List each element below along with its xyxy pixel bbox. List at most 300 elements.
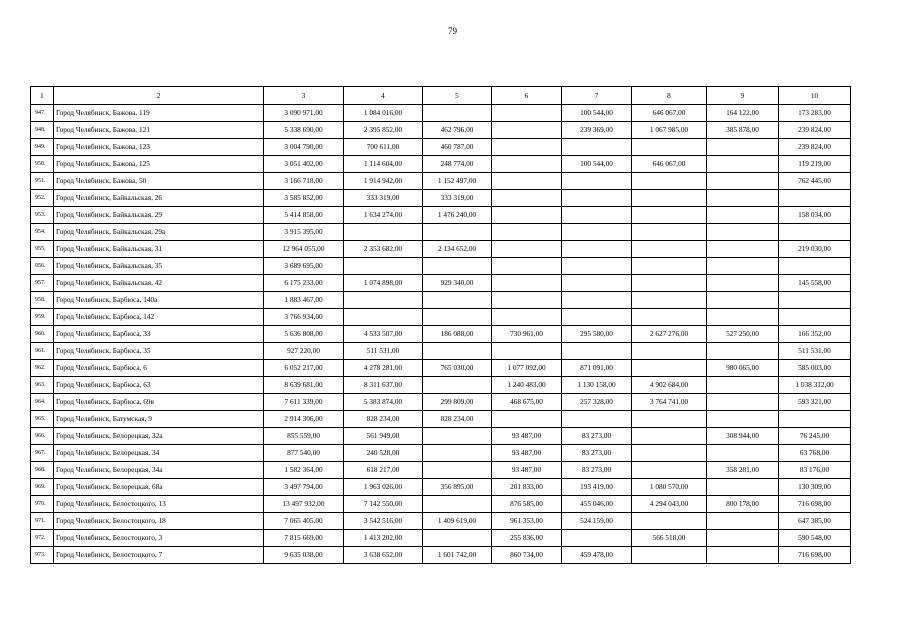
table-row [31,394,851,411]
amount-cell: 239 824,00 [779,139,851,156]
table-row [31,343,851,360]
table-row [31,207,851,224]
address-cell: Город Челябинск, Бажова, 119 [54,105,264,122]
amount-cell: 100 544,00 [562,156,632,173]
amount-cell: 6 052 217,00 [264,360,344,377]
amount-cell [632,173,707,190]
amount-cell: 646 067,00 [632,105,707,122]
table-row [31,496,851,513]
table-row [31,360,851,377]
row-number-cell: 954. [31,224,54,241]
amount-cell: 333 319,00 [344,190,423,207]
amount-cell: 255 836,00 [492,530,562,547]
amount-cell: 4 533 507,00 [344,326,423,343]
amount-cell [562,292,632,309]
amount-cell [492,139,562,156]
amount-cell: 1 601 742,00 [423,547,492,564]
amount-cell [632,343,707,360]
address-cell: Город Челябинск, Белостоцкого, 18 [54,513,264,530]
table-row [31,292,851,309]
amount-cell: 356 895,00 [423,479,492,496]
amount-cell: 7 815 669,00 [264,530,344,547]
amount-cell [492,275,562,292]
amount-cell: 83 273,00 [562,445,632,462]
address-cell: Город Челябинск, Барбюса, 63 [54,377,264,394]
amount-cell: 164 122,00 [707,105,779,122]
amount-cell: 1 114 604,00 [344,156,423,173]
amount-cell [632,258,707,275]
table-row [31,479,851,496]
amount-cell: 716 698,00 [779,496,851,513]
amount-cell [423,445,492,462]
amount-cell: 3 766 934,00 [264,309,344,326]
amount-cell: 63 768,00 [779,445,851,462]
amount-cell: 130 309,00 [779,479,851,496]
amount-cell [562,190,632,207]
amount-cell [423,462,492,479]
row-number-cell: 966. [31,428,54,445]
table-body [31,105,851,564]
amount-cell: 1 914 942,00 [344,173,423,190]
amount-cell [707,309,779,326]
amount-cell: 980 065,00 [707,360,779,377]
column-header: 2 [54,87,264,105]
amount-cell [707,513,779,530]
table-row [31,513,851,530]
amount-cell [344,292,423,309]
amount-cell [779,190,851,207]
address-cell: Город Челябинск, Байкальская, 31 [54,241,264,258]
amount-cell: 2 134 652,00 [423,241,492,258]
row-number-cell: 964. [31,394,54,411]
amount-cell [562,309,632,326]
amount-cell: 5 414 858,00 [264,207,344,224]
amount-cell: 511 531,00 [779,343,851,360]
amount-cell [707,343,779,360]
amount-cell [492,292,562,309]
amount-cell [707,258,779,275]
row-number-cell: 970. [31,496,54,513]
amount-cell: 76 245,00 [779,428,851,445]
amount-cell: 1 152 497,00 [423,173,492,190]
amount-cell: 590 548,00 [779,530,851,547]
row-number-cell: 958. [31,292,54,309]
amount-cell: 201 833,00 [492,479,562,496]
amount-cell [632,547,707,564]
row-number-cell: 971. [31,513,54,530]
amount-cell [492,190,562,207]
address-cell: Город Челябинск, Барбюса, 6 [54,360,264,377]
amount-cell [492,343,562,360]
amount-cell [707,547,779,564]
amount-cell: 358 281,00 [707,462,779,479]
amount-cell [707,241,779,258]
amount-cell: 5 636 808,00 [264,326,344,343]
table-row [31,411,851,428]
table-row [31,122,851,139]
amount-cell: 961 353,00 [492,513,562,530]
address-cell: Город Челябинск, Барбюса, 69в [54,394,264,411]
column-header: 8 [632,87,707,105]
amount-cell: 716 698,00 [779,547,851,564]
amount-cell: 1 130 158,00 [562,377,632,394]
amount-cell [707,377,779,394]
amount-cell [492,258,562,275]
amount-cell [492,224,562,241]
amount-cell: 3 689 695,00 [264,258,344,275]
amount-cell: 700 611,00 [344,139,423,156]
amount-cell: 6 175 233,00 [264,275,344,292]
amount-cell: 871 091,00 [562,360,632,377]
table-row [31,530,851,547]
address-cell: Город Челябинск, Барбюса, 35 [54,343,264,360]
amount-cell: 9 635 038,00 [264,547,344,564]
amount-cell: 3 090 971,00 [264,105,344,122]
amount-cell: 1 080 570,00 [632,479,707,496]
amount-cell [707,207,779,224]
address-cell: Город Челябинск, Белорецкая, 32а [54,428,264,445]
amount-cell: 193 419,00 [562,479,632,496]
amount-cell [632,513,707,530]
table-row [31,173,851,190]
amount-cell: 561 949,00 [344,428,423,445]
amount-cell [423,309,492,326]
amount-cell [707,394,779,411]
amount-cell: 527 250,00 [707,326,779,343]
amount-cell: 828 234,00 [423,411,492,428]
amount-cell: 762 445,00 [779,173,851,190]
amount-cell: 308 944,00 [707,428,779,445]
address-cell: Город Челябинск, Белорецкая, 34а [54,462,264,479]
row-number-cell: 949. [31,139,54,156]
amount-cell: 2 627 276,00 [632,326,707,343]
row-number-cell: 955. [31,241,54,258]
data-table [30,86,851,564]
amount-cell: 240 528,00 [344,445,423,462]
column-header: 3 [264,87,344,105]
amount-cell: 524 159,00 [562,513,632,530]
amount-cell: 385 878,00 [707,122,779,139]
table-row [31,139,851,156]
table-row [31,275,851,292]
amount-cell: 4 294 043,00 [632,496,707,513]
amount-cell [562,411,632,428]
amount-cell: 1 077 092,00 [492,360,562,377]
row-number-cell: 948. [31,122,54,139]
amount-cell: 93 487,00 [492,445,562,462]
amount-cell: 3 497 794,00 [264,479,344,496]
amount-cell [423,428,492,445]
amount-cell: 462 796,00 [423,122,492,139]
amount-cell [492,411,562,428]
column-header: 9 [707,87,779,105]
address-cell: Город Челябинск, Белостоцкого, 7 [54,547,264,564]
amount-cell [779,292,851,309]
address-cell: Город Челябинск, Байкальская, 29 [54,207,264,224]
amount-cell [707,139,779,156]
column-header: 4 [344,87,423,105]
amount-cell [492,309,562,326]
amount-cell: 2 395 852,00 [344,122,423,139]
amount-cell: 3 585 852,00 [264,190,344,207]
amount-cell [423,377,492,394]
amount-cell [707,530,779,547]
column-header: 5 [423,87,492,105]
amount-cell [707,445,779,462]
amount-cell [632,207,707,224]
amount-cell: 100 544,00 [562,105,632,122]
row-number-cell: 963. [31,377,54,394]
amount-cell: 566 518,00 [632,530,707,547]
row-number-cell: 969. [31,479,54,496]
address-cell: Город Челябинск, Белостоцкого, 13 [54,496,264,513]
row-number-cell: 972. [31,530,54,547]
amount-cell: 647 385,00 [779,513,851,530]
row-number-cell: 950. [31,156,54,173]
address-cell: Город Челябинск, Байкальская, 35 [54,258,264,275]
amount-cell: 929 340,00 [423,275,492,292]
amount-cell: 2 914 306,00 [264,411,344,428]
address-cell: Город Челябинск, Бажова, 125 [54,156,264,173]
table-row [31,224,851,241]
amount-cell: 1 409 619,00 [423,513,492,530]
amount-cell: 3 764 741,00 [632,394,707,411]
table-row [31,241,851,258]
amount-cell [707,292,779,309]
amount-cell: 1 476 240,00 [423,207,492,224]
amount-cell [562,173,632,190]
amount-cell: 239 369,00 [562,122,632,139]
amount-cell [707,173,779,190]
amount-cell [707,156,779,173]
amount-cell [779,411,851,428]
amount-cell [562,343,632,360]
table-row [31,445,851,462]
amount-cell: 4 278 281,00 [344,360,423,377]
amount-cell: 585 003,00 [779,360,851,377]
amount-cell: 855 559,00 [264,428,344,445]
amount-cell: 1 240 483,00 [492,377,562,394]
page-number: 79 [448,26,457,36]
amount-cell: 460 787,00 [423,139,492,156]
amount-cell [707,275,779,292]
amount-cell [707,479,779,496]
amount-cell: 295 580,00 [562,326,632,343]
amount-cell: 927 220,00 [264,343,344,360]
column-header: 1 [31,87,54,105]
amount-cell [632,411,707,428]
amount-cell [423,496,492,513]
amount-cell: 3 915 395,00 [264,224,344,241]
amount-cell [707,190,779,207]
amount-cell: 239 824,00 [779,122,851,139]
table-row [31,156,851,173]
address-cell: Город Челябинск, Белорецкая, 34 [54,445,264,462]
table-row [31,462,851,479]
amount-cell: 1 074 898,00 [344,275,423,292]
amount-cell: 593 321,00 [779,394,851,411]
row-number-cell: 957. [31,275,54,292]
amount-cell [632,190,707,207]
amount-cell: 1 413 202,00 [344,530,423,547]
row-number-cell: 961. [31,343,54,360]
row-number-cell: 947. [31,105,54,122]
amount-cell [492,173,562,190]
amount-cell: 877 540,00 [264,445,344,462]
amount-cell: 12 964 055,00 [264,241,344,258]
amount-cell: 860 734,00 [492,547,562,564]
amount-cell: 186 088,00 [423,326,492,343]
amount-cell [562,207,632,224]
amount-cell: 158 034,00 [779,207,851,224]
row-number-cell: 960. [31,326,54,343]
amount-cell: 828 234,00 [344,411,423,428]
amount-cell [344,258,423,275]
amount-cell: 1 883 467,00 [264,292,344,309]
amount-cell: 166 352,00 [779,326,851,343]
amount-cell: 7 142 550,00 [344,496,423,513]
address-cell: Город Челябинск, Барбюса, 142 [54,309,264,326]
table-row [31,190,851,207]
amount-cell: 3 004 790,00 [264,139,344,156]
amount-cell [492,207,562,224]
amount-cell [632,428,707,445]
amount-cell: 4 902 684,00 [632,377,707,394]
address-cell: Город Челябинск, Байкальская, 42 [54,275,264,292]
amount-cell: 1 963 026,00 [344,479,423,496]
address-cell: Город Челябинск, Батумская, 9 [54,411,264,428]
amount-cell [632,445,707,462]
amount-cell [423,258,492,275]
amount-cell: 299 809,00 [423,394,492,411]
row-number-cell: 951. [31,173,54,190]
amount-cell: 173 283,00 [779,105,851,122]
amount-cell [562,139,632,156]
amount-cell [492,105,562,122]
amount-cell [344,309,423,326]
amount-cell: 83 176,00 [779,462,851,479]
amount-cell: 1 084 016,00 [344,105,423,122]
row-number-cell: 962. [31,360,54,377]
amount-cell [423,292,492,309]
amount-cell [423,105,492,122]
amount-cell: 5 338 690,00 [264,122,344,139]
address-cell: Город Челябинск, Байкальская, 29а [54,224,264,241]
row-number-cell: 967. [31,445,54,462]
table-row [31,547,851,564]
column-header: 6 [492,87,562,105]
amount-cell: 83 273,00 [562,462,632,479]
address-cell: Город Челябинск, Белорецкая, 68а [54,479,264,496]
amount-cell: 876 585,00 [492,496,562,513]
amount-cell [492,122,562,139]
amount-cell [707,224,779,241]
row-number-cell: 973. [31,547,54,564]
amount-cell [423,224,492,241]
amount-cell: 3 051 402,00 [264,156,344,173]
amount-cell: 459 478,00 [562,547,632,564]
amount-cell [779,309,851,326]
amount-cell [707,411,779,428]
address-cell: Город Челябинск, Барбюса, 33 [54,326,264,343]
amount-cell: 646 067,00 [632,156,707,173]
amount-cell [779,258,851,275]
amount-cell: 1 634 274,00 [344,207,423,224]
row-number-cell: 968. [31,462,54,479]
amount-cell: 3 166 718,00 [264,173,344,190]
amount-cell [632,275,707,292]
amount-cell [632,462,707,479]
row-number-cell: 965. [31,411,54,428]
amount-cell: 219 030,00 [779,241,851,258]
amount-cell [632,292,707,309]
table-row [31,105,851,122]
amount-cell [562,530,632,547]
amount-cell [779,224,851,241]
amount-cell [344,224,423,241]
amount-cell [632,309,707,326]
table-row [31,377,851,394]
amount-cell [423,343,492,360]
table-row [31,428,851,445]
header-row [31,87,851,105]
amount-cell: 13 497 932,00 [264,496,344,513]
amount-cell [632,360,707,377]
amount-cell: 3 638 652,00 [344,547,423,564]
amount-cell: 2 353 682,00 [344,241,423,258]
amount-cell [632,224,707,241]
amount-cell [632,139,707,156]
amount-cell: 511 531,00 [344,343,423,360]
amount-cell: 3 542 516,00 [344,513,423,530]
row-number-cell: 956. [31,258,54,275]
amount-cell: 93 487,00 [492,428,562,445]
amount-cell: 248 774,00 [423,156,492,173]
amount-cell [492,156,562,173]
amount-cell: 145 558,00 [779,275,851,292]
amount-cell: 333 319,00 [423,190,492,207]
address-cell: Город Челябинск, Бажова, 123 [54,139,264,156]
amount-cell [492,241,562,258]
amount-cell: 5 383 874,00 [344,394,423,411]
amount-cell [632,241,707,258]
amount-cell: 1 582 364,00 [264,462,344,479]
amount-cell: 7 611 339,00 [264,394,344,411]
amount-cell: 93 487,00 [492,462,562,479]
amount-cell: 730 961,00 [492,326,562,343]
address-cell: Город Челябинск, Бажова, 50 [54,173,264,190]
amount-cell: 7 065 405,00 [264,513,344,530]
address-cell: Город Челябинск, Барбюса, 140а [54,292,264,309]
row-number-cell: 959. [31,309,54,326]
amount-cell [562,224,632,241]
table-row [31,309,851,326]
amount-cell: 83 273,00 [562,428,632,445]
amount-cell: 618 217,00 [344,462,423,479]
amount-cell: 765 030,00 [423,360,492,377]
amount-cell: 1 067 985,00 [632,122,707,139]
table-row [31,258,851,275]
table-row [31,326,851,343]
row-number-cell: 953. [31,207,54,224]
amount-cell: 468 675,00 [492,394,562,411]
amount-cell [562,258,632,275]
amount-cell: 800 178,00 [707,496,779,513]
amount-cell [423,530,492,547]
column-header: 10 [779,87,851,105]
amount-cell: 1 038 312,00 [779,377,851,394]
amount-cell [562,275,632,292]
